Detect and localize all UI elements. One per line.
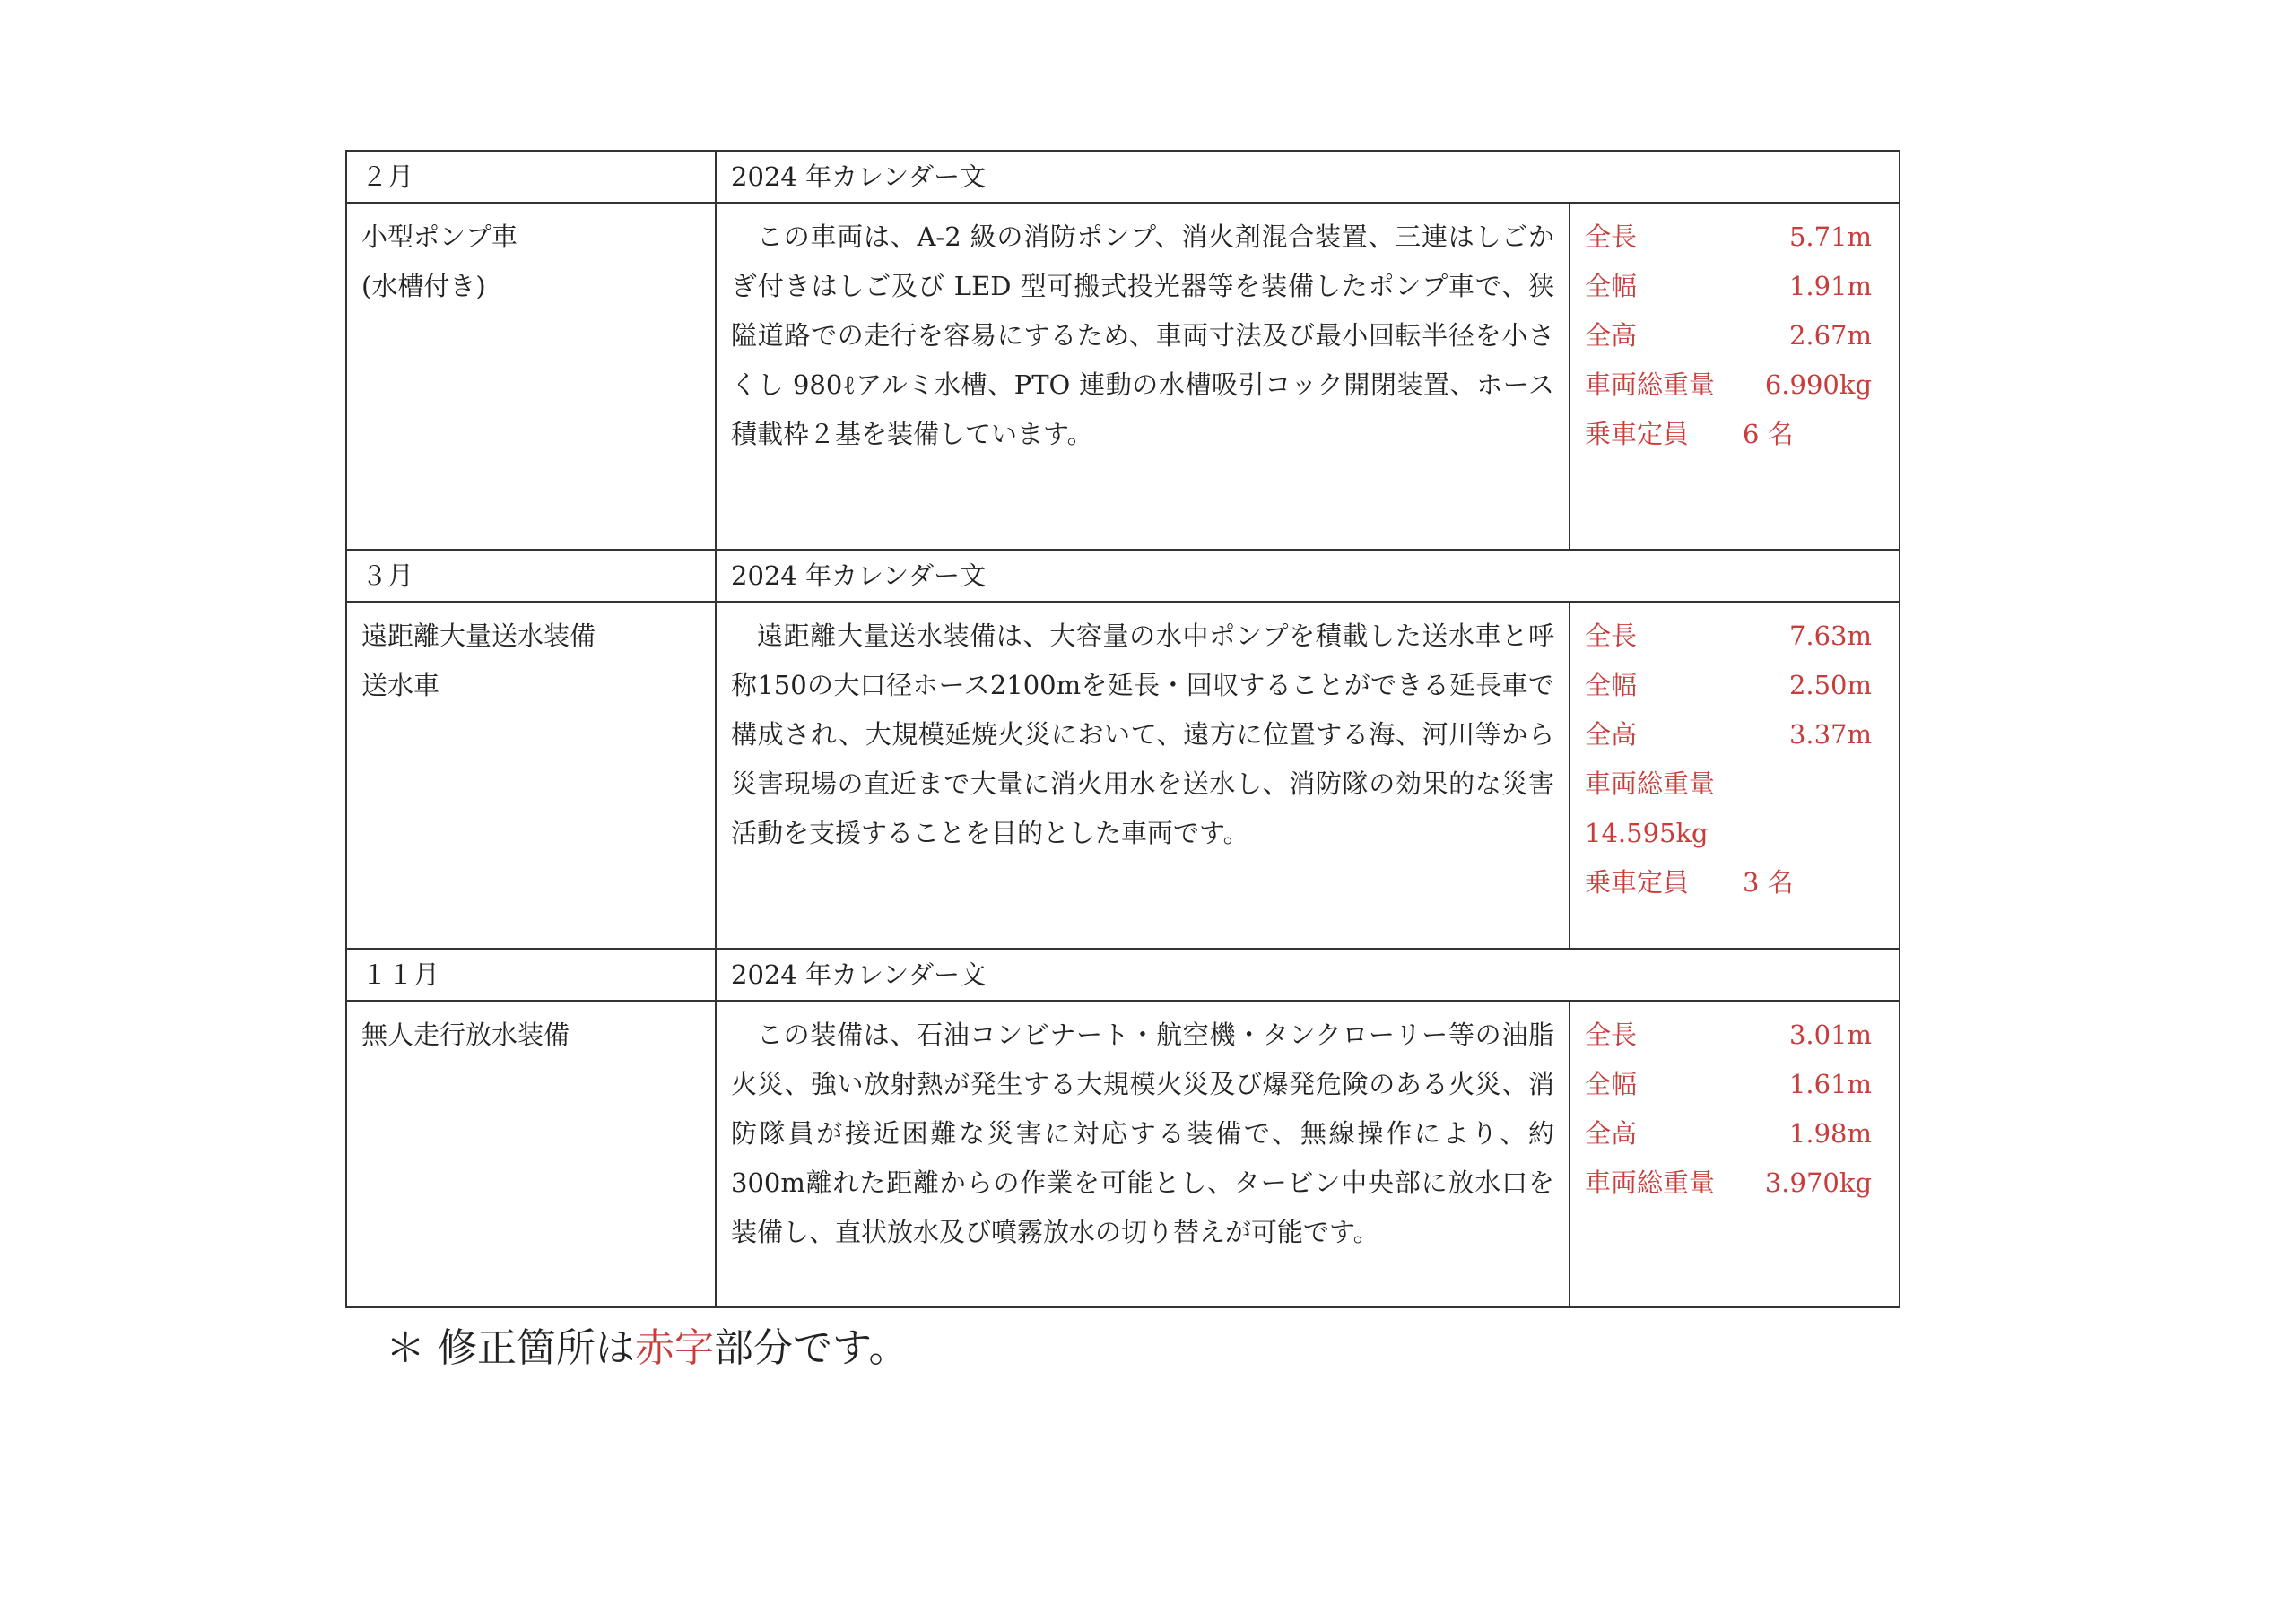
spec-label: 全高 bbox=[1585, 1118, 1638, 1149]
vehicle-name-cell bbox=[346, 203, 716, 550]
vehicle-name-cell bbox=[346, 1001, 716, 1307]
spec-label: 全長 bbox=[1585, 221, 1638, 252]
spec-height bbox=[1585, 1109, 1884, 1159]
month-cell: １１月 bbox=[346, 949, 716, 1001]
description-cell bbox=[716, 602, 1570, 949]
spec-value: 3 名 bbox=[1743, 867, 1794, 898]
spec-value: 6 名 bbox=[1743, 419, 1794, 449]
spec-value: 3.970kg bbox=[1764, 1167, 1873, 1198]
note-suffix: 部分です。 bbox=[714, 1325, 909, 1371]
spec-gross-weight bbox=[1585, 759, 1884, 858]
spec-label: 全高 bbox=[1585, 719, 1638, 750]
calendar-table bbox=[345, 150, 1900, 1308]
vehicle-name-cell bbox=[346, 602, 716, 949]
spec-value: 1.98m bbox=[1788, 1118, 1873, 1149]
spec-cell bbox=[1570, 1001, 1900, 1307]
spec-value: 1.91m bbox=[1788, 271, 1873, 301]
spec-label: 乗車定員 bbox=[1585, 419, 1690, 449]
spec-capacity bbox=[1585, 410, 1884, 459]
spec-gross-weight bbox=[1585, 360, 1884, 410]
spec-length bbox=[1585, 1011, 1884, 1060]
row-header-nov bbox=[346, 949, 1900, 1001]
spec-cell bbox=[1570, 203, 1900, 550]
spec-value: 5.71m bbox=[1788, 221, 1873, 252]
spec-label: 全幅 bbox=[1585, 271, 1638, 301]
spec-gross-weight bbox=[1585, 1159, 1884, 1208]
calendar-label-cell: 2024 年カレンダー文 bbox=[716, 151, 1900, 203]
spec-value: 1.61m bbox=[1788, 1069, 1873, 1099]
note-highlight: 赤字 bbox=[635, 1325, 714, 1371]
spec-label: 車両総重量 bbox=[1585, 1167, 1716, 1198]
spec-value: 3.37m bbox=[1788, 719, 1873, 750]
spec-label: 全幅 bbox=[1585, 670, 1638, 700]
correction-note bbox=[386, 1322, 908, 1376]
spec-height bbox=[1585, 311, 1884, 360]
spec-value: 6.990kg bbox=[1764, 369, 1873, 400]
spec-value: 7.63m bbox=[1788, 621, 1873, 651]
description-text: 遠距離大量送水装備は、大容量の水中ポンプを積載した送水車と呼称150の大口径ホース2100mを延長・回収することができる延長車で構成され、大規模延焼火災において、遠方に位置する海、河川等から災害現場の直近まで大量に消火用水を送水し、消防隊の効果的な災害活動を支援することを目的とした車両です。 bbox=[731, 621, 1554, 848]
spec-label: 乗車定員 bbox=[1585, 867, 1690, 898]
vehicle-name-line: 遠距離大量送水装備 bbox=[361, 621, 596, 651]
spec-value: 2.67m bbox=[1788, 320, 1873, 351]
spec-width bbox=[1585, 661, 1884, 710]
vehicle-name-line: 無人走行放水装備 bbox=[361, 1020, 570, 1050]
spec-cell bbox=[1570, 602, 1900, 949]
vehicle-name-line: 送水車 bbox=[361, 670, 440, 700]
calendar-label-cell: 2024 年カレンダー文 bbox=[716, 949, 1900, 1001]
calendar-label-cell: 2024 年カレンダー文 bbox=[716, 550, 1900, 602]
description-text: この車両は、A-2 級の消防ポンプ、消火剤混合装置、三連はしごかぎ付きはしご及び LED 型可搬式投光器等を装備したポンプ車で、狭隘道路での走行を容易にするため、車両寸法及び最小回転半径を小さくし 980ℓアルミ水槽、PTO 連動の水槽吸引コック開閉装置、ホース積載枠２基を装備しています。 bbox=[731, 221, 1554, 449]
description-text: この装備は、石油コンビナート・航空機・タンクローリー等の油脂火災、強い放射熱が発生する大規模火災及び爆発危険のある火災、消防隊員が接近困難な災害に対応する装備で、無線操作により、約300m離れた距離からの作業を可能とし、タービン中央部に放水口を装備し、直状放水及び噴霧放水の切り替えが可能です。 bbox=[731, 1020, 1554, 1247]
spec-label: 車両総重量 bbox=[1585, 768, 1716, 799]
spec-value: 14.595kg bbox=[1585, 818, 1709, 848]
spec-label: 全長 bbox=[1585, 1020, 1638, 1050]
spec-length bbox=[1585, 612, 1884, 661]
vehicle-name-line: 小型ポンプ車 bbox=[361, 221, 518, 252]
spec-label: 全長 bbox=[1585, 621, 1638, 651]
month-cell: ２月 bbox=[346, 151, 716, 203]
description-cell bbox=[716, 1001, 1570, 1307]
row-header-feb bbox=[346, 151, 1900, 203]
spec-value: 3.01m bbox=[1788, 1020, 1873, 1050]
spec-value: 2.50m bbox=[1788, 670, 1873, 700]
row-header-mar bbox=[346, 550, 1900, 602]
description-cell bbox=[716, 203, 1570, 550]
spec-label: 全高 bbox=[1585, 320, 1638, 351]
month-cell: ３月 bbox=[346, 550, 716, 602]
spec-length bbox=[1585, 213, 1884, 262]
row-body-mar bbox=[346, 602, 1900, 949]
spec-width bbox=[1585, 262, 1884, 311]
spec-label: 全幅 bbox=[1585, 1069, 1638, 1099]
spec-label: 車両総重量 bbox=[1585, 369, 1716, 400]
spec-height bbox=[1585, 710, 1884, 759]
row-body-nov bbox=[346, 1001, 1900, 1307]
vehicle-name-line: (水槽付き) bbox=[361, 271, 486, 301]
note-prefix: ＊ 修正箇所は bbox=[386, 1325, 635, 1371]
spec-width bbox=[1585, 1060, 1884, 1109]
row-body-feb bbox=[346, 203, 1900, 550]
spec-capacity bbox=[1585, 858, 1884, 907]
